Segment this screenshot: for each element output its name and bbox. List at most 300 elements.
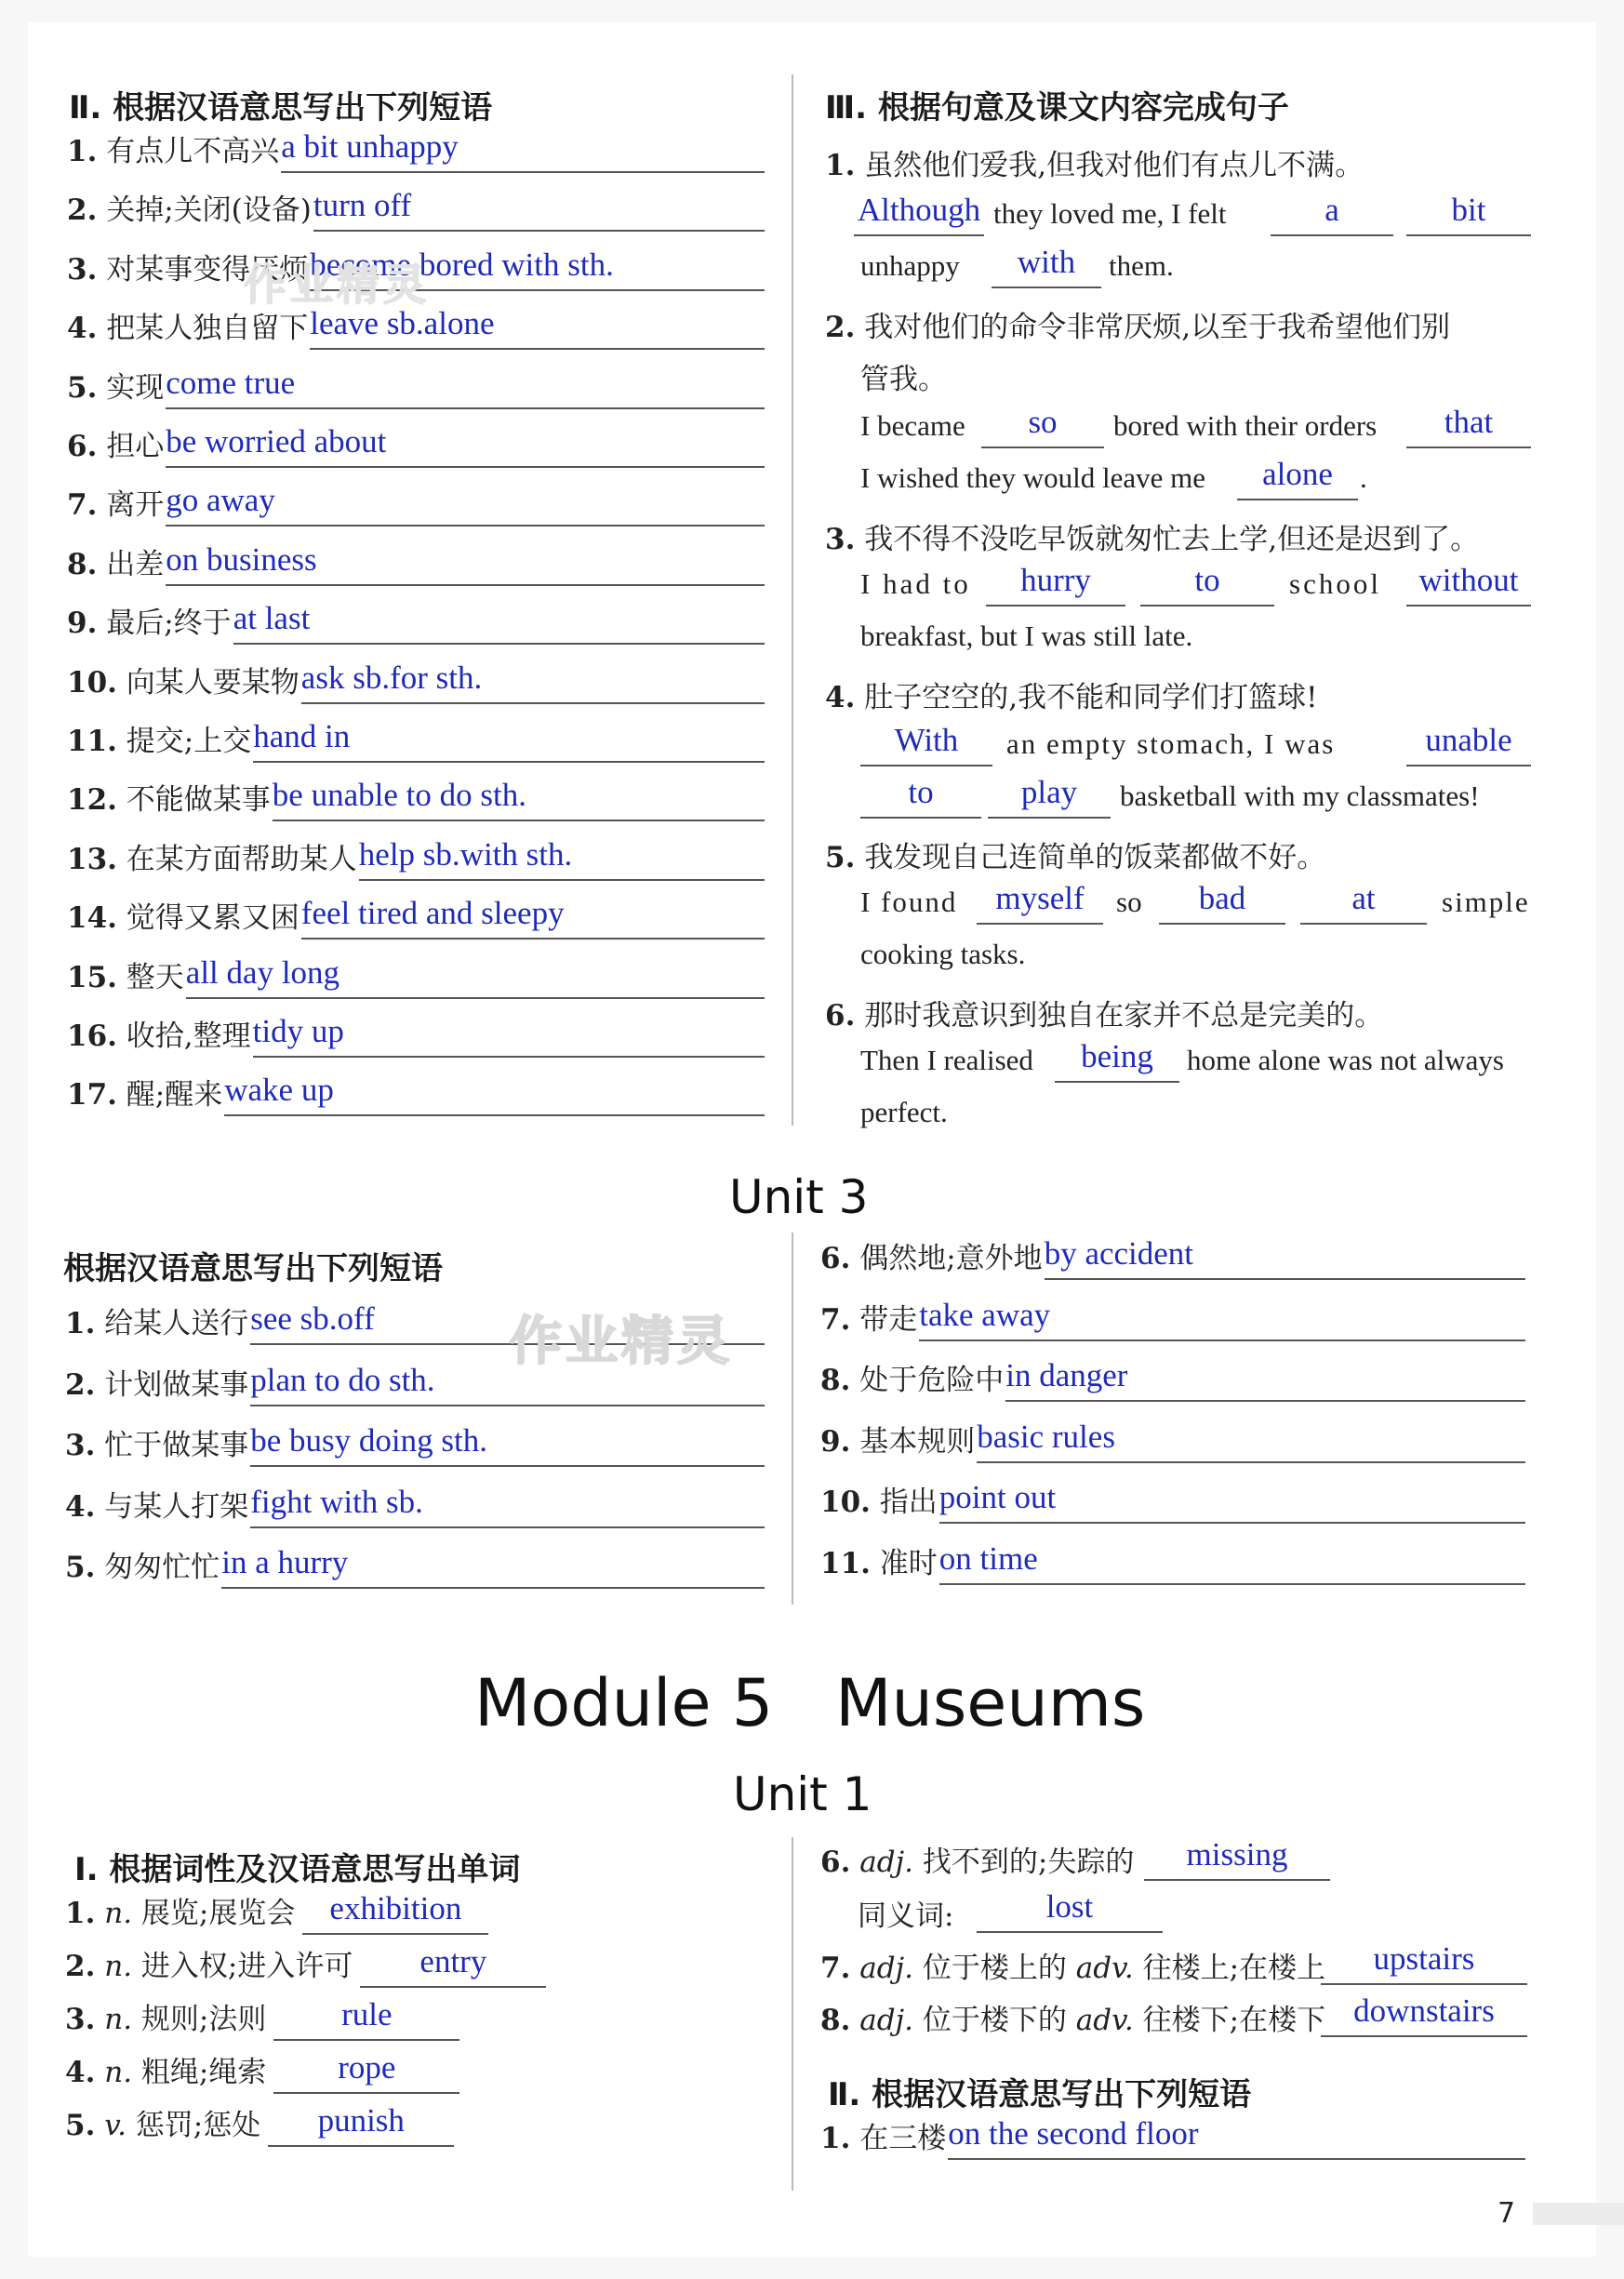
item-chinese: 位于楼下的 [922,2004,1067,2037]
answer-text: that [1444,404,1494,440]
answer-text: point out [938,1479,1057,1515]
answer-text: basic rules [977,1418,1115,1455]
answer-underline[interactable] [166,407,765,409]
answer-blank[interactable] [1406,722,1531,766]
phrase-chinese: 规则;法则 [140,2003,267,2036]
answer-text: be busy doing sth. [250,1422,487,1459]
item-number: 2. [65,1367,96,1402]
item-number: 15. [67,960,117,994]
phrase-prompt [67,894,300,936]
answer-underline[interactable] [221,1587,765,1589]
answer-text: rule [341,1996,393,2032]
answer-underline[interactable] [273,820,765,821]
item-number: 16. [67,1020,117,1053]
answer-text: so [1028,404,1058,440]
column-divider [792,1837,793,2191]
phrase-row [67,1073,765,1116]
item-number: 8. [820,2004,851,2037]
section-heading: Ⅲ. 根据句意及课文内容完成句子 [825,89,1289,127]
answer-text: plan to do sth. [250,1361,435,1398]
item-number: 5. [65,2109,96,2142]
answer-blank[interactable] [1321,1940,1527,1985]
sentence-text: school [1289,567,1381,600]
sentence-text: bored with their orders [1113,409,1378,442]
answer-text: ask sb.for sth. [300,659,483,696]
answer-text: unable [1425,722,1512,758]
item-number: 12. [67,783,117,818]
answer-blank[interactable] [1406,562,1531,606]
answer-blank[interactable] [1159,880,1285,925]
part-of-speech: n. [104,1897,133,1930]
phrase-prompt [67,1071,222,1113]
item-number: 8. [67,547,98,581]
phrase-prompt [67,481,164,523]
part-of-speech: adv. [1075,1952,1134,1985]
sentence-text: I had to [860,567,971,600]
column-divider [792,74,793,1126]
sentence-text: unhappy [860,249,960,282]
answer-blank[interactable] [1271,192,1393,236]
answer-text: be worried about [166,423,387,460]
answer-underline[interactable] [302,1933,488,1935]
phrase-row [67,307,765,350]
phrase-prompt [65,2048,266,2090]
answer-blank[interactable] [1144,1836,1330,1881]
item-number: 5. [65,1551,96,1584]
answer-text: tidy up [252,1013,344,1049]
phrase-row [65,1998,459,2041]
answer-text: a bit unhappy [281,128,459,165]
answer-text: to [908,774,934,810]
phrase-prompt [65,2101,260,2143]
answer-text: hand in [253,718,351,754]
phrase-prompt [67,659,300,700]
phrase-row [67,364,765,409]
question-number: 4. [825,681,856,714]
answer-text: a [1324,192,1339,228]
phrase-row [65,1424,765,1467]
phrase-row [65,2104,454,2147]
answer-text: on business [166,540,317,578]
item-number: 9. [67,606,98,641]
phrase-prompt [67,953,184,995]
answer-underline[interactable] [253,761,765,763]
sentence-text: I found [860,886,958,918]
answer-blank[interactable] [1055,1038,1179,1083]
answer-text: leave sb.alone [310,305,495,342]
answer-text: punish [317,2102,405,2139]
answer-underline[interactable] [273,2092,459,2094]
phrase-chinese: 计划做某事 [104,1367,249,1402]
phrase-prompt [67,835,357,877]
answer-blank[interactable] [977,880,1103,925]
phrase-chinese: 展览;展览会 [140,1897,296,1930]
phrase-prompt [65,1299,248,1341]
answer-blank[interactable] [1237,456,1358,500]
item-number: 17. [67,1078,117,1113]
question-chinese: 我对他们的命令非常厌烦,以至于我希望他们别 [864,311,1451,344]
phrase-prompt [67,422,164,464]
sentence-text: home alone was not always [1187,1044,1504,1076]
phrase-row [67,484,765,526]
phrase-row [65,1892,488,1935]
question-3 [825,515,1479,557]
phrase-prompt [67,540,164,582]
phrase-prompt [65,1421,248,1463]
phrase-chinese: 最后;终于 [106,606,232,641]
question-4 [825,673,1318,715]
phrase-row [65,2051,459,2094]
question-chinese: 虽然他们爱我,但我对他们有点儿不满。 [864,149,1364,182]
question-chinese: 我发现自己连简单的饭菜都做不好。 [864,841,1326,874]
answer-blank[interactable] [992,244,1101,288]
sentence-text: so [1116,886,1142,918]
item-number: 10. [820,1486,871,1519]
part-of-speech: adv. [1075,2004,1134,2037]
phrase-chinese: 准时 [879,1546,938,1580]
answer-underline[interactable] [273,2039,459,2041]
sentence-text: them. [1109,249,1174,282]
phrase-prompt [65,1942,353,1984]
item-number: 9. [820,1424,851,1459]
phrase-chinese: 带走 [859,1302,918,1337]
answer-blank[interactable] [988,774,1111,819]
sentence-text: they loved me, I felt [993,197,1227,230]
phrase-chinese: 进入权;进入许可 [140,1950,353,1983]
phrase-row [67,540,765,586]
answer-blank[interactable] [981,404,1104,448]
answer-blank[interactable] [1406,404,1531,448]
phrase-chinese: 与某人打架 [104,1489,249,1524]
phrase-chinese: 对某事变得厌烦 [106,252,309,287]
item-number: 7. [820,1952,851,1985]
question-number: 6. [825,999,856,1033]
part-of-speech: adj. [859,1846,914,1879]
phrase-row [820,2117,1525,2160]
phrase-prompt [67,127,279,169]
phrase-chinese: 在某方面帮助某人 [126,842,357,876]
section-heading: Ⅱ. 根据汉语意思写出下列短语 [69,89,493,127]
phrase-prompt [820,2114,946,2156]
answer-text: to [1194,562,1220,598]
answer-blank[interactable] [1300,880,1427,925]
item-chinese: 找不到的;失踪的 [922,1846,1135,1879]
phrase-chinese: 惩罚;惩处 [135,2109,261,2142]
answer-underline[interactable] [977,1461,1525,1463]
phrase-chinese: 在三楼 [859,2122,947,2155]
question-number: 2. [825,311,856,344]
answer-text: be unable to do sth. [272,777,526,814]
item-number: 6. [820,1242,851,1275]
item-number: 6. [67,430,98,463]
question-chinese: 那时我意识到独自在家并不总是完美的。 [864,999,1384,1033]
item-number: 6. [820,1846,851,1879]
phrase-row [65,1945,546,1988]
question-6 [825,992,1383,1033]
answer-underline[interactable] [250,1405,765,1406]
unit-title: Unit 3 [729,1170,869,1224]
answer-text: wake up [224,1072,334,1109]
part-of-speech: n. [104,2056,133,2089]
phrase-row [67,130,765,173]
answer-text: upstairs [1373,1940,1475,1977]
phrase-prompt [820,1296,917,1338]
phrase-chinese: 收拾,整理 [126,1020,251,1053]
sentence-text: basketball with my classmates! [1120,780,1480,812]
section-heading: Ⅰ. 根据词性及汉语意思写出单词 [74,1851,521,1888]
part-of-speech: adj. [859,2004,914,2037]
answer-underline[interactable] [948,2158,1525,2160]
phrase-prompt [820,1478,938,1520]
phrase-chinese: 醒;醒来 [126,1078,223,1113]
vocab-item-7 [820,1944,1325,1986]
phrase-row [67,602,765,645]
question-chinese: 肚子空空的,我不能和同学们打篮球! [864,681,1318,714]
phrase-prompt [67,776,271,818]
question-number: 1. [825,149,856,182]
phrase-row [65,1483,765,1528]
answer-text: on time [938,1539,1038,1577]
answer-blank[interactable] [986,562,1125,606]
phrase-chinese: 向某人要某物 [126,665,300,700]
answer-underline[interactable] [166,466,765,468]
section-heading: 根据汉语意思写出下列短语 [63,1250,443,1287]
phrase-row [67,779,765,821]
item-number: 4. [67,312,98,346]
answer-text: exhibition [329,1890,462,1926]
answer-text: become bored with sth. [310,246,614,283]
answer-text: with [1017,244,1076,280]
corner-logo [1533,2203,1624,2225]
phrase-row [820,1359,1525,1402]
item-number: 11. [820,1546,871,1580]
answer-underline[interactable] [359,879,765,881]
part-of-speech: n. [104,1950,133,1983]
item-number: 1. [65,1307,96,1340]
answer-blank[interactable] [1406,192,1531,236]
phrase-chinese: 基本规则 [859,1424,976,1459]
answer-underline[interactable] [166,584,765,586]
answer-text: being [1081,1038,1153,1074]
part-of-speech: n. [104,2003,133,2036]
phrase-row [67,720,765,763]
item-number: 4. [65,1489,96,1524]
answer-blank[interactable] [977,1888,1163,1933]
answer-blank[interactable] [860,774,981,819]
section-heading: Ⅱ. 根据汉语意思写出下列短语 [828,2076,1252,2113]
phrase-chinese: 关掉;关闭(设备) [106,193,312,228]
phrase-row [67,953,765,999]
sentence-text: . [1360,461,1367,494]
answer-blank[interactable] [860,722,992,766]
phrase-row [820,1296,1525,1341]
answer-text: Although [857,192,981,228]
phrase-chinese: 担心 [106,430,165,463]
answer-text: bad [1198,880,1246,916]
phrase-prompt [67,717,251,759]
phrase-prompt [820,1234,1043,1276]
sentence-text: perfect. [860,1096,948,1128]
answer-text: by accident [1044,1235,1194,1272]
item-number: 2. [65,1950,96,1983]
answer-text: bit [1451,192,1486,228]
answer-blank[interactable] [854,192,984,236]
answer-text: at [1351,880,1376,916]
question-chinese-cont: 管我。 [860,363,947,396]
answer-underline[interactable] [233,643,765,645]
phrase-chinese: 偶然地;意外地 [859,1242,1043,1275]
phrase-chinese: 不能做某事 [126,783,271,818]
answer-text: missing [1186,1836,1288,1873]
phrase-chinese: 匆匆忙忙 [104,1551,220,1584]
phrase-prompt [65,1361,248,1403]
phrase-row [67,897,765,940]
phrase-prompt [820,1418,975,1459]
answer-text: in danger [1005,1357,1128,1393]
watermark: 作业精灵 [510,1312,733,1372]
phrase-chinese: 给某人送行 [104,1307,249,1340]
item-number: 13. [67,842,117,876]
answer-underline[interactable] [310,348,765,350]
answer-blank[interactable] [1140,562,1274,606]
phrase-chinese: 忙于做某事 [104,1429,249,1462]
item-number: 10. [67,665,117,700]
answer-underline[interactable] [268,2145,454,2147]
phrase-row [65,1546,765,1589]
phrase-row [820,1420,1525,1463]
answer-text: myself [995,880,1085,916]
answer-text: on the second floor [948,2115,1199,2152]
phrase-row [67,661,765,704]
phrase-row [67,835,765,881]
answer-underline[interactable] [281,171,765,173]
item-chinese: 往楼下;在楼下 [1142,2004,1326,2037]
item-number: 7. [820,1302,851,1337]
answer-underline[interactable] [224,1114,765,1116]
item-number: 1. [65,1897,96,1930]
item-chinese: 往楼上;在楼上 [1142,1952,1326,1985]
answer-underline[interactable] [253,1056,765,1058]
module-title: Module 5 Museums [474,1665,1146,1741]
answer-underline[interactable] [250,1526,765,1528]
item-number: 7. [67,488,98,523]
answer-text: downstairs [1353,1992,1495,2029]
item-number: 3. [65,2003,96,2036]
phrase-row [67,425,765,468]
answer-text: lost [1045,1888,1094,1925]
answer-text: in a hurry [221,1544,349,1580]
item-number: 11. [67,725,117,758]
phrase-chinese: 把某人独自留下 [106,312,309,346]
vocab-item-6 [820,1838,1134,1880]
answer-text: come true [166,364,296,401]
answer-underline[interactable] [301,702,765,704]
phrase-chinese: 出差 [106,547,165,581]
question-1 [825,141,1364,183]
item-number: 2. [67,193,98,228]
phrase-chinese: 有点儿不高兴 [106,135,280,168]
answer-underline[interactable] [166,525,765,526]
unit-title: Unit 1 [733,1767,872,1821]
answer-underline[interactable] [250,1465,765,1467]
answer-text: turn off [313,187,412,224]
answer-underline[interactable] [360,1986,546,1988]
item-number: 3. [65,1429,96,1462]
phrase-row [67,1015,765,1058]
phrase-prompt [820,1356,1004,1398]
answer-underline[interactable] [939,1583,1525,1585]
answer-underline[interactable] [186,997,765,999]
item-number: 14. [67,901,117,936]
answer-text: all day long [185,953,340,991]
sentence-text: I wished they would leave me [860,461,1206,494]
answer-underline[interactable] [313,230,765,232]
sentence-text: I became [860,409,965,442]
answer-underline[interactable] [1005,1400,1525,1402]
answer-blank[interactable] [1321,1992,1527,2037]
question-5 [825,833,1325,875]
column-divider [792,1233,793,1605]
phrase-chinese: 粗绳;绳索 [140,2056,267,2089]
part-of-speech: adj. [859,1952,914,1985]
item-chinese: 位于楼上的 [922,1952,1067,1985]
answer-text: take away [919,1296,1051,1333]
sentence-text: breakfast, but I was still late. [860,620,1193,652]
phrase-prompt [65,1483,248,1525]
answer-text: With [894,722,959,758]
phrase-row [820,1481,1525,1524]
phrase-prompt [67,364,164,406]
answer-text: entry [419,1943,487,1979]
answer-underline[interactable] [1045,1278,1525,1280]
sentence-text: an empty stomach, I was [1006,727,1336,760]
vocab-item-8 [820,1996,1325,2038]
item-number: 1. [820,2122,851,2155]
phrase-row [820,1539,1525,1585]
phrase-prompt [67,186,312,228]
page-number: 7 [1498,2197,1516,2230]
sentence-text: simple [1442,886,1530,918]
answer-text: help sb.with sth. [358,835,573,873]
answer-text: without [1418,562,1519,598]
answer-underline[interactable] [939,1522,1525,1524]
phrase-row [67,189,765,232]
sentence-text: Then I realised [860,1044,1033,1076]
synonym-label: 同义词: [858,1899,954,1933]
phrase-chinese: 处于危险中 [859,1364,1005,1397]
answer-text: see sb.off [250,1300,375,1337]
sentence-text: cooking tasks. [860,938,1026,970]
answer-text: go away [166,482,275,519]
phrase-chinese: 觉得又累又困 [126,901,300,936]
answer-underline[interactable] [301,938,765,940]
phrase-chinese: 整天 [126,960,184,994]
item-number: 4. [65,2056,96,2089]
phrase-prompt [67,1012,251,1054]
answer-underline[interactable] [919,1339,1525,1341]
watermark: 作业精灵 [244,260,430,310]
phrase-chinese: 提交;上交 [126,725,252,758]
answer-text: feel tired and sleepy [300,895,565,932]
question-number: 5. [825,841,856,874]
answer-text: alone [1262,456,1333,492]
answer-text: at last [233,600,311,637]
item-number: 1. [67,135,98,168]
item-number: 5. [67,370,98,405]
answer-text: fight with sb. [250,1483,423,1520]
question-chinese: 我不得不没吃早饭就匆忙去上学,但还是迟到了。 [864,523,1480,556]
phrase-chinese: 离开 [106,488,165,523]
